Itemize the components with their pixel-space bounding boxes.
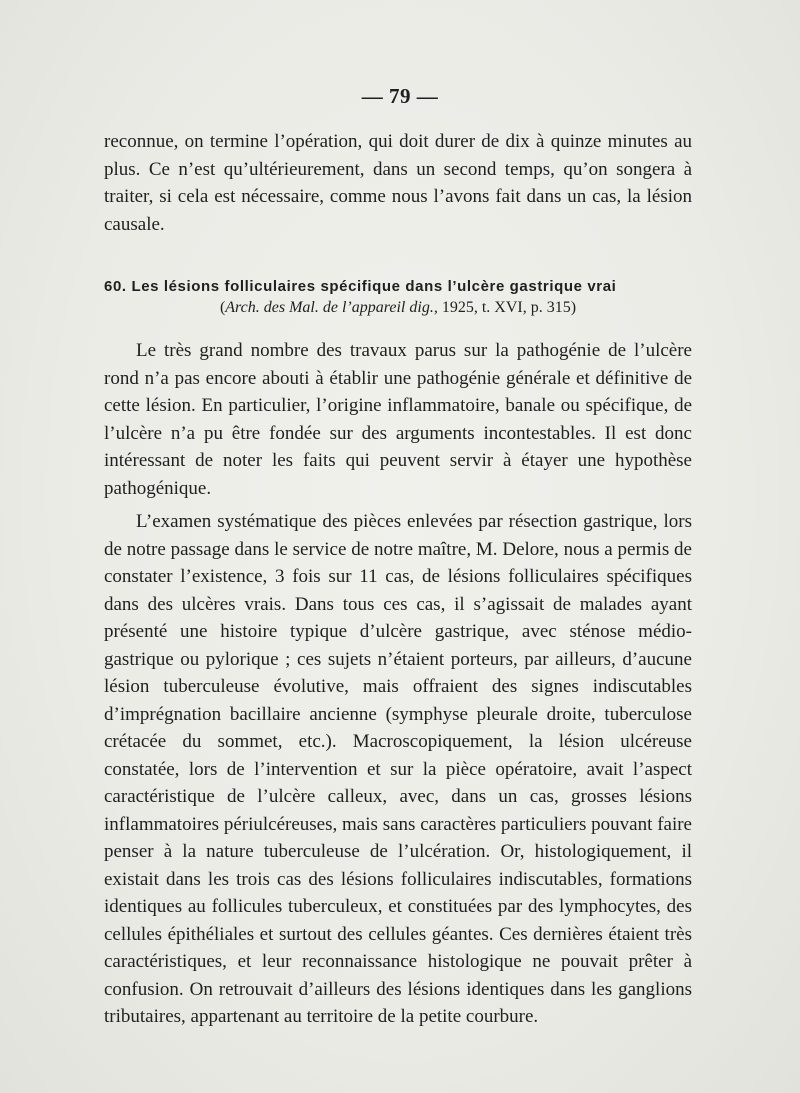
intro-paragraph: reconnue, on termine l’opération, qui doit durer de dix à quinze minutes au plus. Ce n’est qu’ultérieurement, dans un second temps, qu’on songera à traiter, si cela est nécessaire, comme nous l’avons fait dans un cas, la lésion causale. xyxy=(104,131,692,235)
section-number: 60. xyxy=(104,278,127,295)
citation-open: ( xyxy=(219,299,226,316)
citation-details: 1925, t. XVI, p. 315) xyxy=(437,299,577,316)
section-heading xyxy=(104,277,692,297)
body-paragraph-1: Le très grand nombre des travaux parus sur la pathogénie de l’ulcère rond n’a pas encore abouti à établir une pathogénie générale et définitive de cette lésion. En particulier, l’origine inflammatoire, banale ou spécifique, de l’ulcère n’a pu être fondée sur des arguments incontestables. Il est donc intéressant de noter les faits qui peuvent servir à étayer une hypothèse pathogénique. xyxy=(104,340,692,499)
section-title: Les lésions folliculaires spécifique dans l’ulcère gastrique vrai xyxy=(131,278,617,295)
section-citation xyxy=(104,298,692,318)
body-paragraph-2: L’examen systématique des pièces enlevées par résection gastrique, lors de notre passage dans le service de notre maître, M. Delore, nous a permis de constater l’existence, 3 fois sur 11 cas, de lésions folliculaires spécifiques dans des ulcères vrais. Dans tous ces cas, il s’agissait de malades ayant présenté une histoire typique d’ulcère gastrique, avec sténose médio-gastrique ou pylorique ; ces sujets n’étaient porteurs, par ailleurs, d’aucune lésion tuberculeuse évolutive, mais offraient des signes indiscutables d’imprégnation bacillaire ancienne (symphyse pleurale droite, tuberculose crétacée du sommet, etc.). Macroscopiquement, la lésion ulcéreuse constatée, lors de l’intervention et sur la pièce opératoire, avait l’aspect caractéristique de l’ulcère calleux, avec, dans un cas, grosses lésions inflammatoires périulcéreuses, mais sans caractères particuliers pouvant faire penser à la nature tuberculeuse de l’ulcération. Or, histologiquement, il existait dans les trois cas des lésions folliculaires indiscutables, formations identiques au follicules tuberculeux, et constituées par des lymphocytes, des cellules épithéliales et surtout des cellules géantes. Ces dernières étaient très caractéristiques, et leur reconnaissance histologique ne pouvait prêter à confusion. On retrouvait d’ailleurs des lésions identiques dans les ganglions tributaires, appartenant au territoire de la petite courbure. xyxy=(104,511,692,1027)
citation-source: Arch. des Mal. de l’appareil dig., xyxy=(225,299,438,316)
page-number: — 79 — xyxy=(361,84,439,108)
article-body xyxy=(104,337,692,1031)
